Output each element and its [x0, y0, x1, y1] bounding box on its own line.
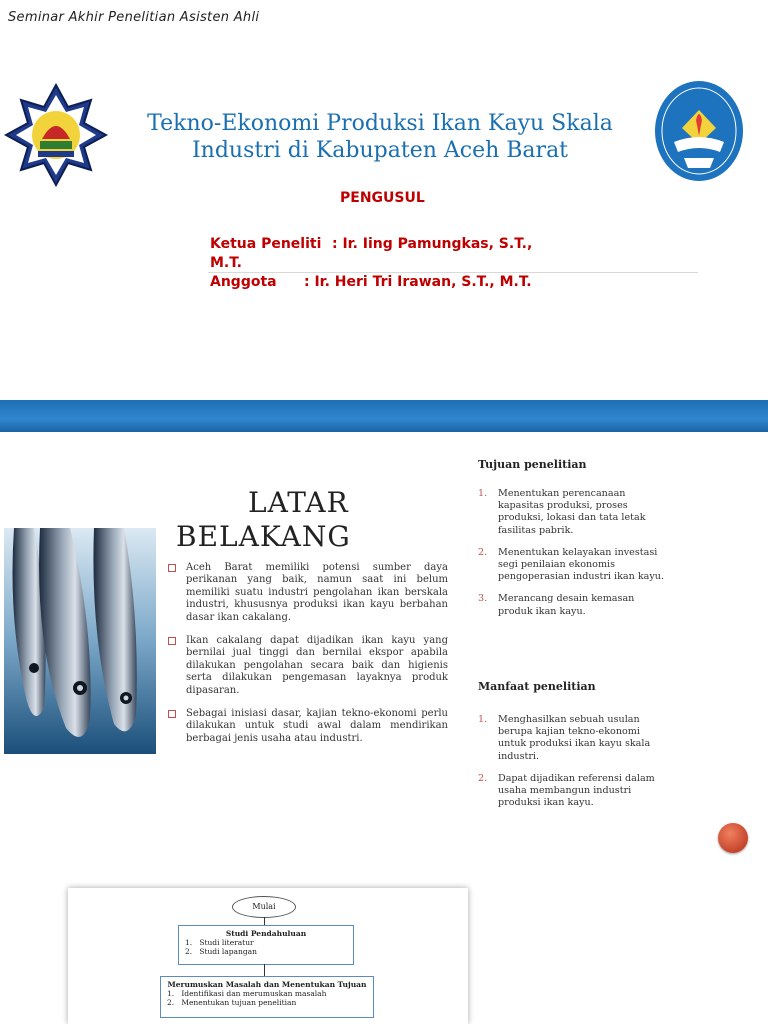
ketua-label: Ketua Peneliti: [210, 236, 322, 252]
flow-box1-item: 2. Studi lapangan: [185, 947, 257, 956]
tujuan-list: [478, 488, 668, 628]
list-item: 2. Dapat dijadikan referensi dalam usaha membangun industri produksi ikan kayu.: [478, 772, 655, 809]
bullet-item: Ikan cakalang dapat dijadikan ikan kayu yang bernilai jual tinggi dan bernilai ekspor apabila dilakukan pengolahan secara baik dan higienis serta dilakukan pengemasan layaknya produk dipasaran.: [168, 635, 448, 697]
slide1-title-line2: Industri di Kabupaten Aceh Barat: [191, 138, 569, 163]
flow-box2-item: 1. Identifikasi dan merumuskan masalah: [167, 989, 327, 998]
flow-arrow: [264, 964, 265, 976]
flow-box-rumusan: [160, 976, 374, 1018]
pengusul-heading: PENGUSUL: [340, 190, 425, 206]
latar-title-line2: BELAKANG: [176, 520, 351, 553]
slide1-title: [140, 110, 620, 164]
latar-title-line1: LATAR: [248, 486, 349, 519]
list-item: 1. Menghasilkan sebuah usulan berupa kajian tekno-ekonomi untuk produksi ikan kayu skala industri.: [478, 714, 651, 762]
ketua-value: : Ir. Iing Pamungkas, S.T.,: [332, 236, 533, 252]
slide1-title-line1: Tekno-Ekonomi Produksi Ikan Kayu Skala: [147, 111, 613, 136]
ketua-value-cont: M.T.: [210, 255, 242, 271]
list-item: 3. Merancang desain kemasan produk ikan kayu.: [478, 593, 635, 617]
flow-box2-item: 2. Menentukan tujuan penelitian: [167, 998, 297, 1007]
bullet-item: Sebagai inisiasi dasar, kajian tekno-ekonomi perlu dilakukan untuk studi awal dalam mendirikan berbagai jenis usaha atau industri.: [168, 708, 448, 745]
bullet-square-icon: [168, 564, 176, 572]
bullet-item: Aceh Barat memiliki potensi sumber daya perikanan yang baik, namun saat ini belum memiliki suatu industri pengolahan ikan berskala industri, khususnya produksi ikan kayu berbahan dasar ikan cakalang.: [168, 562, 448, 624]
tuna-photo: [4, 528, 156, 754]
latar-belakang-title: [176, 486, 351, 554]
flow-box1-title: Studi Pendahuluan: [225, 929, 307, 938]
university-logo: [4, 80, 108, 190]
flow-box1-item: 1. Studi literatur: [185, 938, 254, 947]
flow-arrow: [264, 917, 265, 925]
blue-divider-band: [0, 400, 768, 432]
anggota-label: Anggota: [210, 274, 277, 290]
flow-box2-title: Merumuskan Masalah dan Menentukan Tujuan: [167, 980, 367, 989]
tujuan-title: Tujuan penelitian: [478, 458, 587, 471]
bullet-square-icon: [168, 637, 176, 645]
flowchart-panel: [68, 888, 468, 1024]
orange-circle-button[interactable]: [718, 823, 748, 853]
bullet-square-icon: [168, 710, 176, 718]
latar-bullets: [168, 562, 448, 756]
flow-start: Mulai: [232, 896, 296, 918]
header-note: Seminar Akhir Penelitian Asisten Ahli: [8, 10, 260, 25]
list-item: 1. Menentukan perencanaan kapasitas produksi, proses produksi, lokasi dan tata letak fasilitas pabrik.: [478, 488, 646, 536]
manfaat-list: [478, 714, 670, 819]
manfaat-title: Manfaat penelitian: [478, 680, 596, 693]
flow-box-studi: [178, 925, 354, 965]
anggota-value: : Ir. Heri Tri Irawan, S.T., M.T.: [304, 274, 532, 290]
tut-wuri-handayani-logo: [654, 80, 744, 182]
divider: [208, 272, 698, 273]
list-item: 2. Menentukan kelayakan investasi segi penilaian ekonomis pengoperasian industri ikan kayu.: [478, 546, 665, 583]
